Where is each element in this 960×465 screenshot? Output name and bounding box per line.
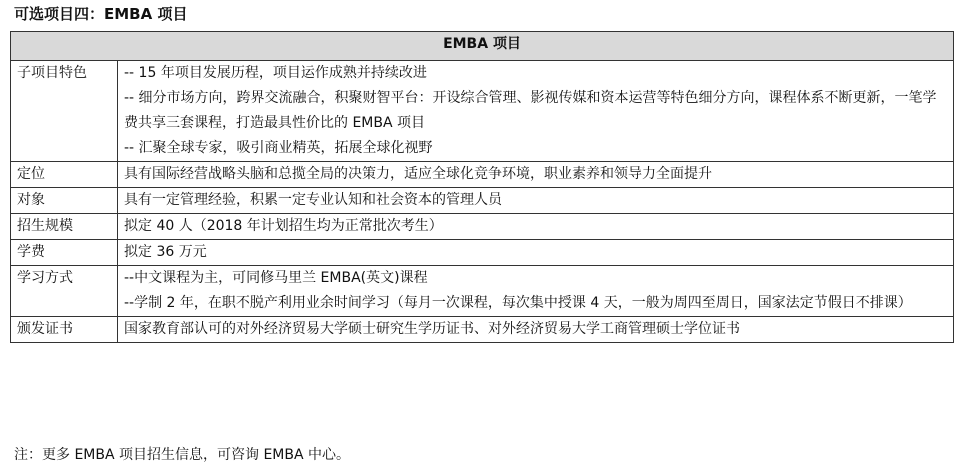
row-content-enrollment: [118, 214, 954, 240]
tuition-line: 拟定 36 万元: [124, 244, 207, 260]
certificate-line: 国家教育部认可的对外经济贸易大学硕士研究生学历证书、对外经济贸易大学工商管理硕士学位证书: [124, 321, 740, 337]
row-content-study-mode: [118, 266, 954, 317]
positioning-line: 具有国际经营战略头脑和总揽全局的决策力，适应全球化竞争环境，职业素养和领导力全面提升: [124, 166, 712, 182]
features-line-2: -- 细分市场方向，跨界交流融合，积聚财智平台：开设综合管理、影视传媒和资本运营等特色细分方向，课程体系不断更新，一笔学费共享三套课程，打造最具性价比的 EMBA 项目: [124, 90, 937, 131]
row-label-audience: 对象: [11, 188, 118, 214]
row-content-features: [118, 61, 954, 162]
row-content-audience: [118, 188, 954, 214]
table-row-audience: [11, 188, 954, 214]
row-content-positioning: [118, 162, 954, 188]
row-content-tuition: [118, 240, 954, 266]
table-row-certificate: [11, 317, 954, 343]
table-row-enrollment: [11, 214, 954, 240]
features-line-3: -- 汇聚全球专家，吸引商业精英，拓展全球化视野: [124, 140, 433, 156]
row-label-study-mode: 学习方式: [11, 266, 118, 317]
section-title: 可选项目四：EMBA 项目: [14, 5, 188, 23]
row-label-positioning: 定位: [11, 162, 118, 188]
emba-info-table: [10, 31, 954, 343]
row-content-certificate: [118, 317, 954, 343]
table-row-features: [11, 61, 954, 162]
study-mode-line-1: --中文课程为主，可同修马里兰 EMBA(英文)课程: [124, 270, 428, 286]
table-row-tuition: [11, 240, 954, 266]
footnote: 注：更多 EMBA 项目招生信息，可咨询 EMBA 中心。: [14, 447, 351, 463]
table-header-row: [11, 32, 954, 61]
audience-line: 具有一定管理经验，积累一定专业认知和社会资本的管理人员: [124, 192, 502, 208]
study-mode-line-2: --学制 2 年，在职不脱产利用业余时间学习（每月一次课程，每次集中授课 4 天，一般为周四至周日，国家法定节假日不排课）: [124, 295, 912, 311]
table-row-positioning: [11, 162, 954, 188]
table-row-study-mode: [11, 266, 954, 317]
row-label-enrollment: 招生规模: [11, 214, 118, 240]
row-label-features: 子项目特色: [11, 61, 118, 162]
row-label-tuition: 学费: [11, 240, 118, 266]
table-header: EMBA 项目: [11, 32, 954, 61]
features-line-1: -- 15 年项目发展历程，项目运作成熟并持续改进: [124, 65, 427, 81]
row-label-certificate: 颁发证书: [11, 317, 118, 343]
enrollment-line: 拟定 40 人（2018 年计划招生均为正常批次考生）: [124, 218, 443, 234]
